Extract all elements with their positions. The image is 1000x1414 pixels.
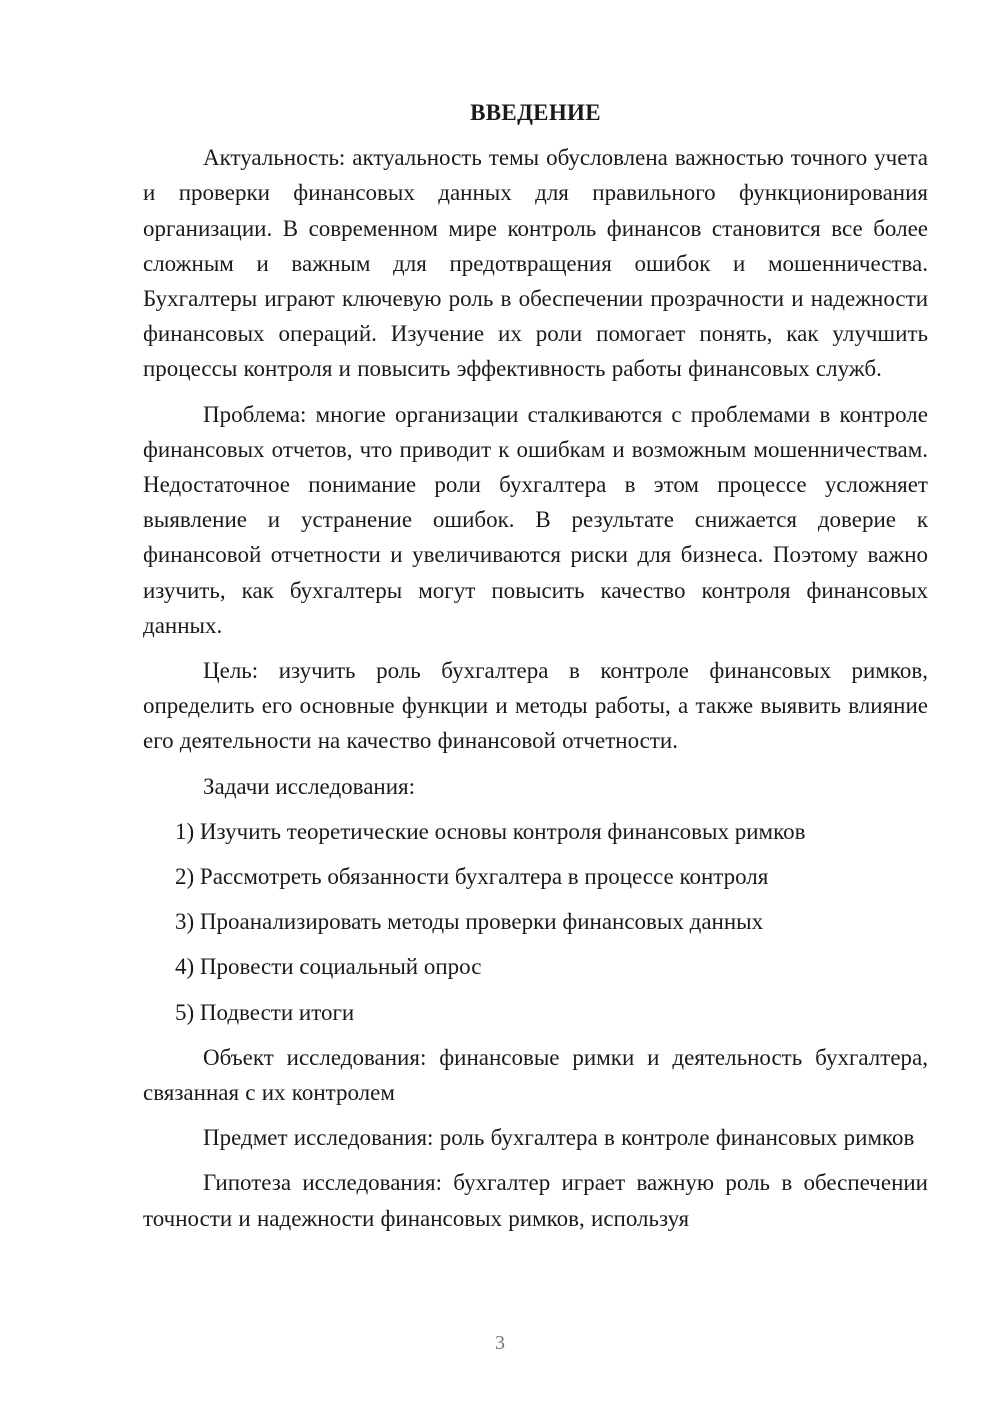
list-item: 5) Подвести итоги — [175, 999, 355, 1025]
list-item: 1) Изучить теоретические основы контроля финансовых римков — [175, 818, 806, 844]
paragraph-goal: Цель: изучить роль бухгалтера в контроле финансовых римков, определить его основные функции и методы работы, а также выявить влияние его деятельности на качество финансовой отчетности. — [143, 658, 928, 754]
list-item: 3) Проанализировать методы проверки финансовых данных — [175, 909, 764, 935]
paragraph-subject: Предмет исследования: роль бухгалтера в контроле финансовых римков — [203, 1125, 915, 1151]
tasks-list — [143, 814, 928, 1030]
tasks-heading: Задачи исследования: — [203, 773, 416, 799]
page-number: 3 — [495, 1332, 505, 1354]
page-content — [143, 95, 928, 1246]
paragraph-hypothesis: Гипотеза исследования: бухгалтер играет важную роль в обеспечении точности и надежности финансовых римков, используя — [143, 1170, 928, 1231]
paragraph-relevance: Актуальность: актуальность темы обусловлена важностью точного учета и проверки финансовых данных для правильного функционирования организации. В современном мире контроль финансов становится все более сложным и важным для предотвращения ошибок и мошенничества. Бухгалтеры играют ключевую роль в обеспечении прозрачности и надежности финансовых операций. Изучение их роли помогает понять, как улучшить процессы контроля и повысить эффективность работы финансовых служб. — [143, 145, 928, 382]
paragraph-problem: Проблема: многие организации сталкиваются с проблемами в контроле финансовых отчетов, что приводит к ошибкам и возможным мошенничествам. Недостаточное понимание роли бухгалтера в этом процессе усложняет выявление и устранение ошибок. В результате снижается доверие к финансовой отчетности и увеличиваются риски для бизнеса. Поэтому важно изучить, как бухгалтеры могут повысить качество контроля финансовых данных. — [143, 401, 928, 638]
section-title: ВВЕДЕНИЕ — [470, 100, 601, 125]
list-item: 4) Провести социальный опрос — [175, 954, 482, 980]
paragraph-object: Объект исследования: финансовые римки и деятельность бухгалтера, связанная с их контролем — [143, 1044, 928, 1106]
list-item: 2) Рассмотреть обязанности бухгалтера в процессе контроля — [175, 864, 769, 890]
